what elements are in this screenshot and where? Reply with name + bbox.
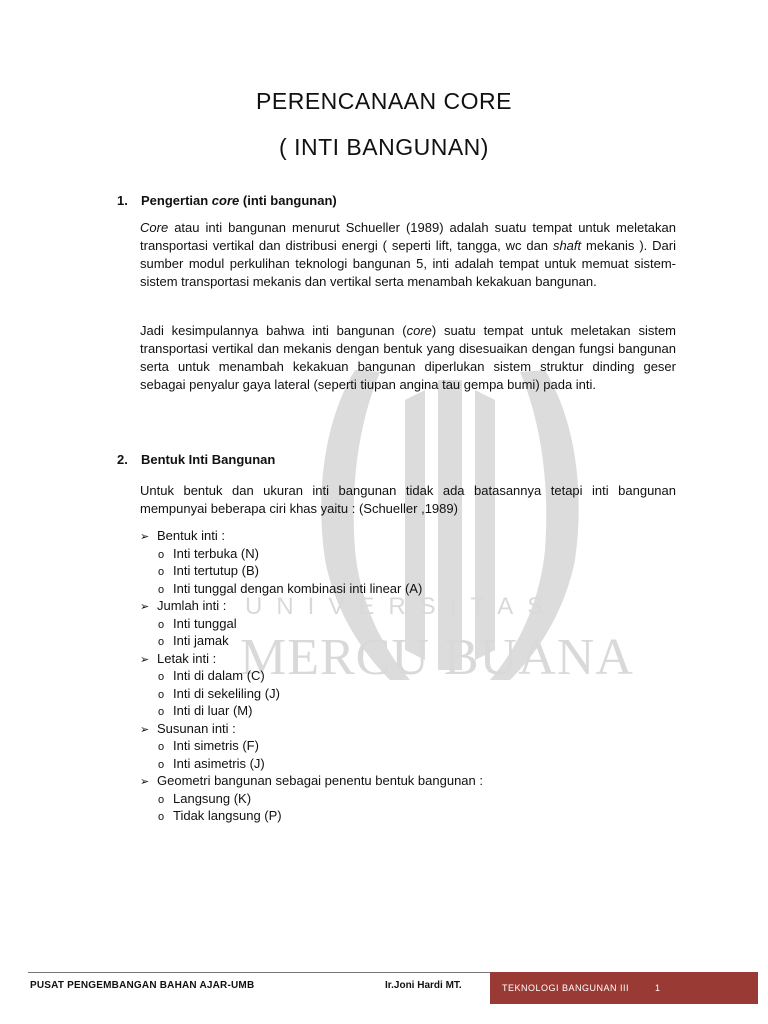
list-item — [140, 773, 676, 791]
p1-text-b: mekanis ). Dari sumber modul perkulihan teknologi bangunan 5, inti adalah tempat untuk memuat sistem-sistem transportasi mekanis dan vertikal serta menambah kekakuan bangunan. — [140, 238, 676, 289]
sub-list-item-label: Inti tunggal — [173, 615, 237, 631]
watermark-university-name: MERCU BUANA — [240, 629, 634, 686]
circle-bullet-icon: o — [158, 583, 165, 596]
sub-list-item — [140, 756, 676, 774]
circle-bullet-icon: o — [158, 758, 165, 771]
p2-italic-core: core — [406, 323, 432, 338]
sub-list-item-label: Inti asimetris (J) — [173, 755, 265, 771]
p1-italic-core: Core — [140, 220, 169, 235]
sub-list-item-label: Inti di dalam (C) — [173, 668, 265, 683]
section-1-heading-italic: core — [211, 193, 240, 208]
section-1-paragraph-1 — [140, 219, 676, 291]
circle-bullet-icon: o — [158, 618, 165, 631]
footer-course-box — [490, 972, 758, 1004]
page-subtitle: ( INTI BANGUNAN) — [279, 134, 489, 160]
circle-bullet-icon: o — [158, 688, 165, 701]
list-item-label: Jumlah inti : — [157, 598, 227, 613]
footer-course-title: TEKNOLOGI BANGUNAN III — [502, 983, 630, 993]
sub-list-item — [140, 546, 676, 564]
circle-bullet-icon: o — [158, 706, 165, 718]
list-item-label: Geometri bangunan sebagai penentu bentuk bangunan : — [157, 773, 483, 788]
list-item-label: Susunan inti : — [157, 720, 236, 736]
p1-italic-shaft: shaft — [552, 238, 582, 253]
arrow-bullet-icon: ➢ — [140, 653, 150, 666]
sub-list-item-label: Inti jamak — [173, 633, 229, 648]
footer-author: Ir.Joni Hardi MT. — [385, 980, 462, 991]
section-2-number: 2. — [117, 452, 128, 467]
arrow-bullet-icon: ➢ — [140, 723, 150, 736]
footer-institution: PUSAT PENGEMBANGAN BAHAN AJAR-UMB — [30, 980, 255, 991]
sub-list-item-label: Inti simetris (F) — [173, 738, 259, 753]
section-2-intro: Untuk bentuk dan ukuran inti bangunan tidak ada batasannya tetapi inti bangunan mempunyai beberapa ciri khas yaitu : (Schueller ,1989) — [140, 483, 676, 516]
list-item — [140, 651, 676, 669]
list-item — [140, 598, 676, 616]
list-item-label: Bentuk inti : — [157, 528, 225, 543]
sub-list-item — [140, 791, 676, 809]
circle-bullet-icon: o — [158, 671, 165, 683]
sub-list-item-label: Inti terbuka (N) — [173, 545, 259, 561]
sub-list-item — [140, 738, 676, 756]
footer-page-number: 1 — [655, 983, 661, 993]
sub-list-item — [140, 686, 676, 704]
list-item — [140, 721, 676, 739]
circle-bullet-icon: o — [158, 741, 165, 753]
sub-list-item-label: Inti tertutup (B) — [173, 563, 259, 578]
section-1-heading-part1: Pengertian — [141, 193, 212, 208]
list-item-label: Letak inti : — [157, 650, 217, 666]
sub-list-item — [140, 808, 676, 826]
circle-bullet-icon: o — [158, 793, 165, 806]
p2-text-a: Jadi kesimpulannya bahwa inti bangunan ( — [140, 323, 407, 338]
section-1-number: 1. — [117, 193, 128, 208]
p2-text-b: ) suatu tempat untuk meletakan sistem transportasi vertikal dan mekanis dengan bentuk yang disesuaikan dengan fungsi bangunan serta untuk menambah kekakuan bangunan diperlukan sistem struktur dinding geser sebagai penyalur gaya lateral (seperti tiupan angina tau gempa bumi) pada inti. — [140, 323, 676, 392]
sub-list-item — [140, 703, 676, 721]
section-2-heading — [117, 452, 275, 467]
p1-text-a: atau inti bangunan menurut Schueller (1989) adalah suatu tempat untuk meletakan transportasi vertikal dan distribusi energi ( seperti lift, tangga, wc dan — [140, 220, 676, 253]
sub-list-item-label: Inti di sekeliling (J) — [173, 685, 280, 701]
list-item — [140, 528, 676, 546]
sub-list-item-label: Langsung (K) — [173, 790, 252, 806]
sub-list-item — [140, 616, 676, 634]
ciri-khas-list — [140, 528, 676, 826]
sub-list-item — [140, 668, 676, 686]
section-1-heading-part2: (inti bangunan) — [239, 193, 337, 208]
circle-bullet-icon: o — [158, 548, 165, 561]
circle-bullet-icon: o — [158, 811, 165, 823]
sub-list-item-label: Tidak langsung (P) — [173, 808, 282, 823]
sub-list-item-label: Inti tunggal dengan kombinasi inti linear (A) — [173, 580, 423, 596]
section-1-paragraph-2 — [140, 322, 676, 394]
sub-list-item — [140, 633, 676, 651]
arrow-bullet-icon: ➢ — [140, 776, 150, 788]
watermark-universitas: UNIVERSITAS — [245, 593, 558, 620]
sub-list-item — [140, 563, 676, 581]
arrow-bullet-icon: ➢ — [140, 531, 150, 543]
arrow-bullet-icon: ➢ — [140, 601, 150, 613]
sub-list-item-label: Inti di luar (M) — [173, 703, 253, 718]
circle-bullet-icon: o — [158, 566, 165, 578]
section-1-heading — [117, 193, 337, 208]
page-title: PERENCANAAN CORE — [256, 88, 512, 114]
sub-list-item — [140, 581, 676, 599]
section-2-heading-text: Bentuk Inti Bangunan — [141, 452, 276, 467]
circle-bullet-icon: o — [158, 636, 165, 648]
